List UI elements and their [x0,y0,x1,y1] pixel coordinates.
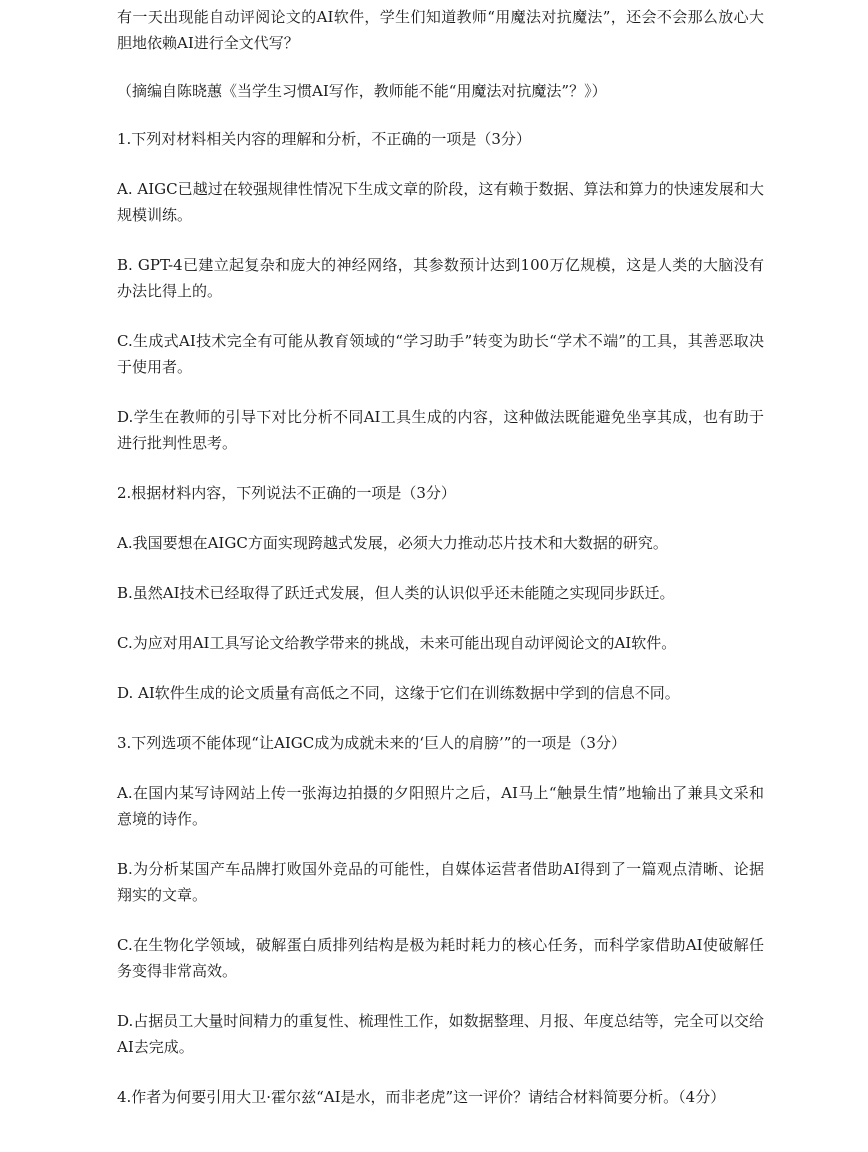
question-1-option-d: D.学生在教师的引导下对比分析不同AI工具生成的内容，这种做法既能避免坐享其成，也有助于进行批判性思考。 [117,408,764,452]
question-4-stem: 4.作者为何要引用大卫·霍尔兹“AI是水，而非老虎”这一评价？请结合材料简要分析。（4分） [117,1088,726,1106]
question-1-option-a: A. AIGC已越过在较强规律性情况下生成文章的阶段，这有赖于数据、算法和算力的快速发展和大规模训练。 [117,180,764,224]
question-2-option-b: B.虽然AI技术已经取得了跃迁式发展，但人类的认识似乎还未能随之实现同步跃迁。 [117,584,675,602]
question-2-option-a: A.我国要想在AIGC方面实现跨越式发展，必须大力推动芯片技术和大数据的研究。 [117,534,668,552]
question-1-option-b: B. GPT-4已建立起复杂和庞大的神经网络，其参数预计达到100万亿规模，这是人类的大脑没有办法比得上的。 [117,256,764,300]
question-3-stem: 3.下列选项不能体现“让AIGC成为成就未来的‘巨人的肩膀’”的一项是（3分） [117,734,626,752]
question-3-option-c: C.在生物化学领域，破解蛋白质排列结构是极为耗时耗力的核心任务，而科学家借助AI使破解任务变得非常高效。 [117,936,764,980]
question-2-stem: 2.根据材料内容，下列说法不正确的一项是（3分） [117,484,456,502]
question-1-stem: 1.下列对材料相关内容的理解和分析，不正确的一项是（3分） [117,130,531,148]
question-2-option-c: C.为应对用AI工具写论文给教学带来的挑战，未来可能出现自动评阅论文的AI软件。 [117,634,677,652]
question-3-option-a: A.在国内某写诗网站上传一张海边拍摄的夕阳照片之后，AI马上“触景生情”地输出了兼具文采和意境的诗作。 [117,784,764,828]
question-1-option-c: C.生成式AI技术完全有可能从教育领域的“学习助手”转变为助长“学术不端”的工具，其善恶取决于使用者。 [117,332,764,376]
intro-paragraph: 有一天出现能自动评阅论文的AI软件，学生们知道教师“用魔法对抗魔法”，还会不会那么放心大胆地依赖AI进行全文代写？ [117,8,764,52]
question-3-option-b: B.为分析某国产车品牌打败国外竞品的可能性，自媒体运营者借助AI得到了一篇观点清晰、论据翔实的文章。 [117,860,764,904]
question-3-option-d: D.占据员工大量时间精力的重复性、梳理性工作，如数据整理、月报、年度总结等，完全可以交给AI去完成。 [117,1012,764,1056]
question-2-option-d: D. AI软件生成的论文质量有高低之不同，这缘于它们在训练数据中学到的信息不同。 [117,684,680,702]
source-citation: （摘编自陈晓蕙《当学生习惯AI写作，教师能不能“用魔法对抗魔法”？》） [117,82,607,100]
